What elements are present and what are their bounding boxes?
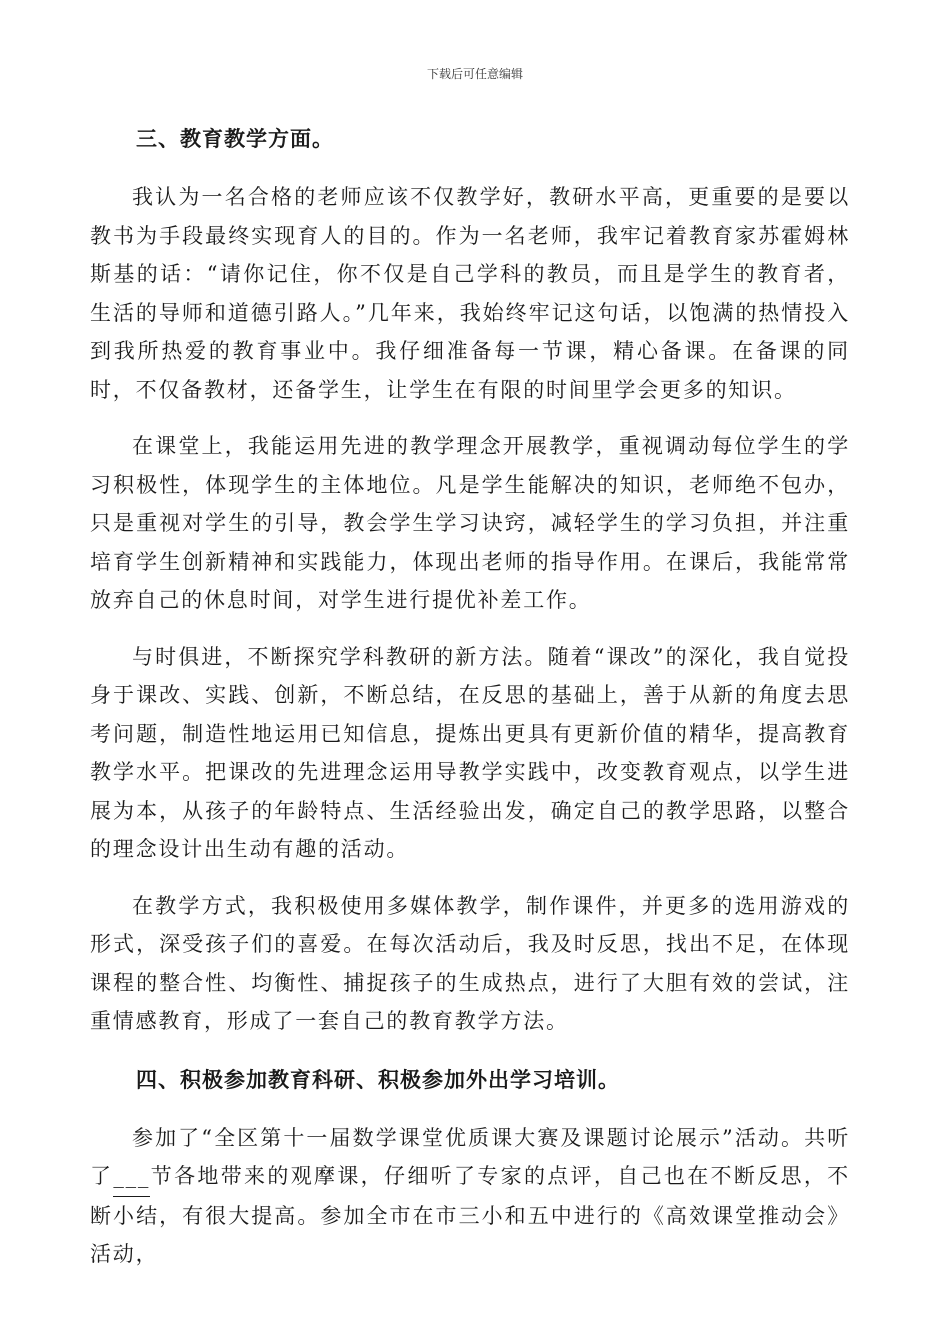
spacer: [90, 409, 850, 427]
paragraph-5-part-1: 参加了“全区第十一届数学课堂优质课大赛及课题讨论展示”活动。共听了: [90, 1125, 850, 1188]
spacer: [90, 1101, 850, 1119]
paragraph-4: 在教学方式，我积极使用多媒体教学，制作课件，并更多的选用游戏的形式，深受孩子们的喜爱。在每次活动后，我及时反思，找出不足，在体现课程的整合性、均衡性、捕捉孩子的生成热点，进行了大胆有效的尝试，注重情感教育，形成了一套自己的教育教学方法。: [90, 893, 850, 1033]
spacer: [90, 160, 850, 178]
section-heading-3: 三、教育教学方面。: [136, 127, 334, 151]
document-body: [90, 118, 850, 1274]
spacer: [90, 620, 850, 638]
header-note: 下载后可任意编辑: [426, 67, 523, 81]
spacer: [90, 1041, 850, 1059]
paragraph-5: [90, 1119, 850, 1274]
paragraph-5-part-2: 节各地带来的观摩课，仔细听了专家的点评，自己也在不断反思，不断小结，有很大提高。参加全市在市三小和五中进行的《高效课堂推动会》活动，: [90, 1164, 850, 1266]
paragraph-3: 与时俱进，不断探究学科教研的新方法。随着“课改”的深化，我自觉投身于课改、实践、创新，不断总结，在反思的基础上，善于从新的角度去思考问题，制造性地运用已知信息，提炼出更具有更新价值的精华，提高教育教学水平。把课改的先进理念运用导教学实践中，改变教育观点，以学生进展为本，从孩子的年龄特点、生活经验出发，确定自己的教学思路，以整合的理念设计出生动有趣的活动。: [90, 644, 850, 861]
paragraph-2: 在课堂上，我能运用先进的教学理念开展教学，重视调动每位学生的学习积极性，体现学生的主体地位。凡是学生能解决的知识，老师绝不包办，只是重视对学生的引导，教会学生学习诀窍，减轻学生的学习负担，并注重培育学生创新精神和实践能力，体现出老师的指导作用。在课后，我能常常放弃自己的休息时间，对学生进行提优补差工作。: [90, 434, 850, 612]
paragraph-1: 我认为一名合格的老师应该不仅教学好，教研水平高，更重要的是要以教书为手段最终实现育人的目的。作为一名老师，我牢记着教育家苏霍姆林斯基的话：“请你记住，你不仅是自己学科的教员，而且是学生的教育者，生活的导师和道德引路人。”几年来，我始终牢记这句话，以饱满的热情投入到我所热爱的教育事业中。我仔细准备每一节课，精心备课。在备课的同时，不仅备教材，还备学生，让学生在有限的时间里学会更多的知识。: [90, 185, 850, 402]
spacer: [90, 869, 850, 887]
fill-in-blank: ___: [113, 1157, 150, 1197]
section-heading-4: 四、积极参加教育科研、积极参加外出学习培训。: [136, 1067, 620, 1092]
